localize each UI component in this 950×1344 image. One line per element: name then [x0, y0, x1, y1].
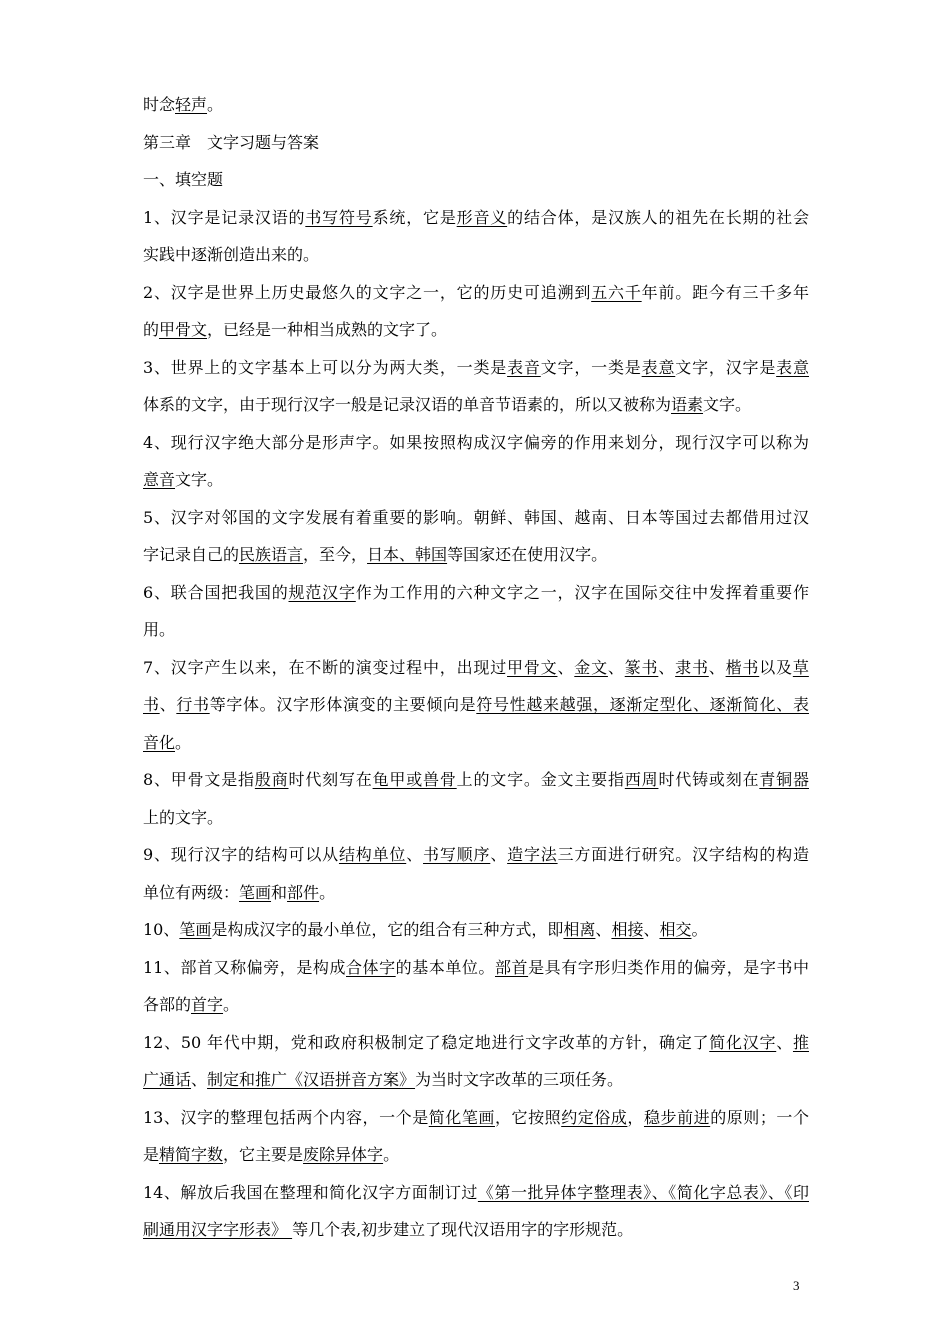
answer-blank: 表意: [776, 357, 809, 377]
answer-blank: 造字法: [507, 845, 558, 864]
answer-blank: 推: [792, 1032, 809, 1052]
answer-blank: 广通话: [143, 1070, 192, 1089]
text-segment: 。: [691, 920, 708, 939]
text-line: [143, 161, 809, 199]
text-segment: 。: [383, 1145, 400, 1164]
answer-blank: 龟甲或兽骨: [372, 770, 457, 789]
answer-blank: 部首: [495, 957, 529, 977]
answer-blank: 草: [792, 657, 809, 677]
text-line: [143, 1024, 809, 1062]
text-segment: 文字，一类是: [540, 357, 642, 377]
text-line: [143, 536, 809, 574]
text-segment: 2、汉字是世界上历史最悠久的文字之一，它的历史可追溯到: [143, 282, 592, 302]
text-segment: 是具有字形归类作用的偏旁，是字书中: [528, 957, 809, 977]
text-segment: 等国家还在使用汉字。: [447, 545, 608, 564]
text-line: [143, 236, 809, 274]
text-line: [143, 611, 809, 649]
answer-blank: 形音义: [456, 207, 508, 227]
text-line: [143, 1136, 809, 1174]
text-segment: ，它按照: [494, 1107, 562, 1127]
text-segment: 、: [658, 657, 676, 677]
text-line: [143, 574, 809, 612]
answer-blank: 笔画: [179, 920, 212, 939]
text-line: [143, 724, 809, 762]
text-segment: 、: [191, 1070, 208, 1089]
text-segment: 上的文字。: [143, 807, 224, 827]
text-line: [143, 424, 809, 462]
text-line: [143, 124, 809, 162]
text-line: [143, 986, 809, 1024]
answer-blank: 殷商: [254, 770, 289, 789]
text-segment: 。: [319, 882, 336, 902]
answer-blank: 金文: [574, 657, 608, 677]
text-segment: 、: [776, 1032, 793, 1052]
text-segment: 、: [595, 920, 612, 939]
text-segment: 用。: [143, 620, 176, 639]
answer-blank: 简化汉字: [709, 1032, 777, 1052]
answer-blank: 日本、韩国: [367, 545, 448, 564]
text-line: [143, 311, 809, 349]
text-segment: 作为工作用的六种文字之一，汉字在国际交往中发挥着重要作: [355, 582, 809, 602]
text-line: [143, 911, 809, 949]
text-segment: 体系的文字，由于现行汉字一般是记录汉语的单音节语素的，所以又被称为: [143, 395, 672, 414]
text-segment: ，至今，: [303, 545, 368, 564]
text-segment: 各部的: [143, 995, 192, 1014]
text-line: [143, 799, 809, 837]
text-line: [143, 349, 809, 387]
text-segment: 的基本单位。: [395, 957, 495, 977]
text-segment: 一、填空题: [143, 170, 224, 189]
answer-blank: 书: [143, 695, 160, 714]
answer-blank: 相交: [659, 920, 692, 939]
text-segment: 6、联合国把我国的: [143, 582, 289, 602]
text-segment: 8、甲骨文是指: [143, 770, 255, 789]
text-segment: 。: [223, 995, 240, 1014]
text-segment: 9、现行汉字的结构可以从: [143, 845, 339, 864]
answer-blank: 结构单位: [338, 845, 407, 864]
text-segment: 三方面进行研究。汉字结构的构造: [557, 845, 809, 864]
text-segment: ，已经是一种相当成熟的文字了。: [207, 320, 448, 339]
text-line: [143, 1061, 809, 1099]
text-line: [143, 461, 809, 499]
text-segment: ，它主要是: [223, 1145, 304, 1164]
answer-blank: 语素: [671, 395, 704, 414]
answer-blank: 篆书: [624, 657, 659, 677]
text-segment: 的原则；一个: [710, 1107, 809, 1127]
text-segment: 11、部首又称偏旁，是构成: [143, 957, 346, 977]
answer-blank: 表音: [507, 357, 541, 377]
answer-blank: 相离: [563, 920, 596, 939]
text-segment: 13、汉字的整理包括两个内容，一个是: [143, 1107, 429, 1127]
text-segment: 是: [143, 1145, 160, 1164]
text-segment: 1、汉字是记录汉语的: [143, 207, 306, 227]
text-segment: 。: [175, 732, 192, 752]
answer-blank: 青铜器: [759, 770, 809, 789]
text-segment: 、: [557, 657, 575, 677]
answer-blank: 相接: [611, 920, 644, 939]
text-segment: 。: [207, 95, 224, 114]
text-segment: 3、世界上的文字基本上可以分为两大类，一类是: [143, 357, 508, 377]
text-segment: 上的文字。金文主要指: [456, 770, 625, 789]
text-segment: 第三章 文字习题与答案: [143, 132, 320, 152]
text-segment: 时代铸或刻在: [658, 770, 760, 789]
text-line: [143, 499, 809, 537]
text-segment: 文字。: [703, 395, 752, 414]
text-line: [143, 874, 809, 912]
text-line: [143, 86, 809, 124]
document-body: [143, 86, 809, 1249]
text-segment: 、: [406, 845, 424, 864]
text-line: [143, 649, 809, 687]
text-segment: 单位有两级：: [143, 882, 240, 902]
answer-blank: 西周: [624, 770, 659, 789]
answer-blank: 约定俗成: [561, 1107, 628, 1127]
text-segment: ，: [627, 1107, 644, 1127]
text-segment: 14、解放后我国在整理和简化汉字方面制订过: [143, 1182, 478, 1202]
text-segment: 7、汉字产生以来，在不断的演变过程中，出现过: [143, 657, 508, 677]
text-segment: 的结合体，是汉族人的祖先在长期的社会: [507, 207, 809, 227]
answer-blank: 笔画: [239, 882, 272, 902]
text-segment: 和: [271, 882, 288, 902]
text-line: [143, 686, 809, 724]
text-line: [143, 949, 809, 987]
text-segment: 5、汉字对邻国的文字发展有着重要的影响。朝鲜、韩国、越南、日本等国过去都借用过汉: [143, 507, 809, 527]
text-line: [143, 199, 809, 237]
text-segment: 12、50 年代中期，党和政府积极制定了稳定地进行文字改革的方针，确定了: [143, 1032, 710, 1052]
text-segment: 字记录自己的: [143, 545, 240, 564]
answer-blank: 书写符号: [305, 207, 373, 227]
answer-blank: 音化: [143, 732, 176, 752]
text-segment: 时代刻写在: [288, 770, 373, 789]
text-segment: 、: [159, 695, 177, 714]
text-segment: 是构成汉字的最小单位，它的组合有三种方式，即: [211, 920, 564, 939]
answer-blank: 部件: [287, 882, 320, 902]
text-segment: 10、: [143, 920, 180, 939]
answer-blank: 首字: [191, 995, 224, 1014]
answer-blank: 符号性越来越强，逐渐定型化、逐渐简化、表: [476, 695, 809, 714]
text-line: [143, 274, 809, 312]
answer-blank: 隶书: [675, 657, 709, 677]
answer-blank: 规范汉字: [288, 582, 356, 602]
text-segment: 等几个表,初步建立了现代汉语用字的字形规范。: [292, 1220, 634, 1239]
text-segment: 的: [143, 320, 160, 339]
answer-blank: 简化笔画: [428, 1107, 495, 1127]
answer-blank: 制定和推广《汉语拼音方案》: [207, 1070, 416, 1089]
text-line: [143, 1211, 809, 1249]
answer-blank: 《第一批异体字整理表》、《简化字总表》、《印: [477, 1182, 809, 1202]
text-line: [143, 1174, 809, 1212]
answer-blank: 表意: [641, 357, 676, 377]
answer-blank: 民族语言: [239, 545, 304, 564]
page-number: 3: [793, 1278, 800, 1293]
answer-blank: 废除异体字: [303, 1145, 384, 1164]
answer-blank: 稳步前进: [643, 1107, 711, 1127]
text-segment: 文字，汉字是: [675, 357, 777, 377]
text-segment: 等字体。汉字形体演变的主要倾向是: [209, 695, 477, 714]
text-segment: 、: [607, 657, 625, 677]
text-segment: 年前。距今有三千多年: [641, 282, 809, 302]
text-line: [143, 836, 809, 874]
answer-blank: 精简字数: [159, 1145, 224, 1164]
text-segment: 文字。: [175, 470, 224, 489]
text-segment: 实践中逐渐创造出来的。: [143, 245, 320, 264]
answer-blank: 刷通用汉字字形表》: [143, 1220, 293, 1239]
text-segment: 、: [643, 920, 660, 939]
answer-blank: 轻声: [175, 95, 208, 114]
answer-blank: 甲骨文: [159, 320, 208, 339]
text-segment: 、: [708, 657, 726, 677]
answer-blank: 合体字: [346, 957, 396, 977]
answer-blank: 意音: [143, 470, 176, 489]
text-line: [143, 386, 809, 424]
text-segment: 系统，它是: [372, 207, 457, 227]
answer-blank: 行书: [176, 695, 210, 714]
text-segment: 为当时文字改革的三项任务。: [415, 1070, 624, 1089]
answer-blank: 五六千: [591, 282, 642, 302]
text-segment: 、: [490, 845, 508, 864]
text-segment: 时念: [143, 95, 176, 114]
text-segment: 4、现行汉字绝大部分是形声字。如果按照构成汉字偏旁的作用来划分，现行汉字可以称为: [143, 432, 809, 452]
answer-blank: 书写顺序: [423, 845, 491, 864]
answer-blank: 楷书: [725, 657, 760, 677]
text-segment: 以及: [759, 657, 793, 677]
text-line: [143, 1099, 809, 1137]
text-line: [143, 761, 809, 799]
answer-blank: 甲骨文: [507, 657, 558, 677]
